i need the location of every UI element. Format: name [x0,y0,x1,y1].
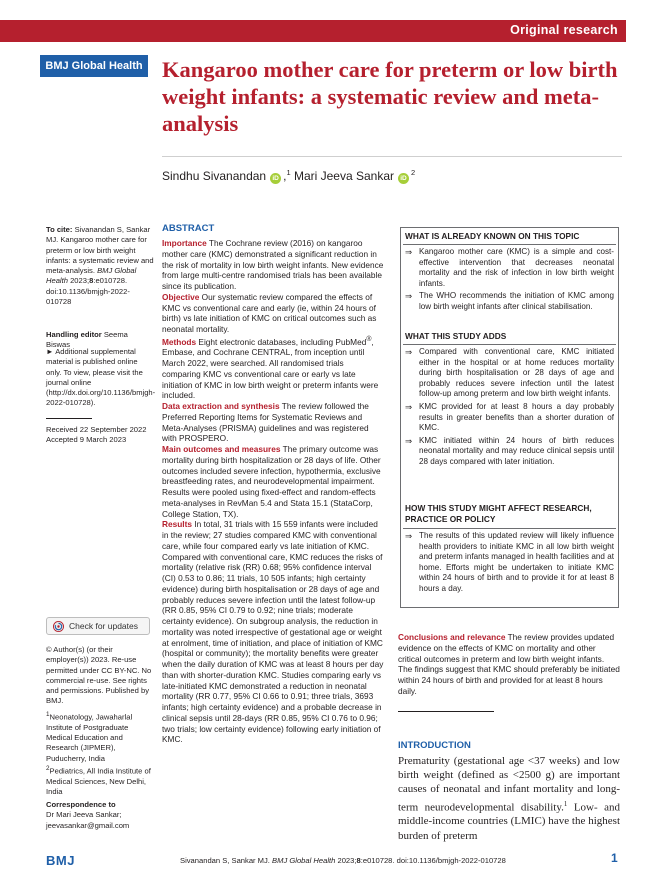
accepted-date: Accepted 9 March 2023 [46,435,127,445]
adds-list [405,347,614,470]
affiliations: $^1$Neonatology, Jawaharlal Institute of Postgraduate Medical Education and Research (JIPMER), Puducherry, India $^2$Pediatrics, All India Institute of Medical Sciences, New Delhi, India [46,711,151,797]
copyright: © Author(s) (or their employer(s)) 2023. Re-use permitted under CC BY-NC. No commercial re-use. See rights and permissions. Published by BMJ. [46,645,152,706]
author-name[interactable]: Mari Jeeva Sankar [293,169,394,183]
list-item: ⇒ The results of this updated review will likely influence health providers to initiate KMC in all low birth weight and preterm infants managed in health facilities and at home. Efforts might be undertaken to initiate KMC within 24 hours of birth and to provide it for at least 8 hours a day. [405,531,614,595]
conclusions-divider [398,711,494,712]
bmj-logo: BMJ [46,853,75,868]
affect-heading: HOW THIS STUDY MIGHT AFFECT RESEARCH, PRACTICE OR POLICY [405,503,592,524]
abstract-heading: ABSTRACT [162,223,215,234]
section-banner [0,20,626,42]
check-updates-label: Check for updates [69,621,138,631]
conclusions: Conclusions and relevance The review provides updated evidence on the effects of KMC on mortality and other critical outcomes in preterm and low birth weight infants. The findings suggest that KMC should preferably be initiated within 24 hours of birth and provided for at least 8 hours daily. [398,632,620,696]
title-divider [162,156,622,157]
list-item: ⇒ KMC initiated within 24 hours of birth reduces neonatal mortality and may reduce clinical sepsis until 28 days compared with later initiation. [405,436,614,468]
orcid-icon[interactable]: iD [270,173,281,184]
box-divider [403,344,616,345]
page-number: 1 [611,851,618,865]
handling-editor: Handling editor Seema Biswas [46,330,128,350]
adds-heading: WHAT THIS STUDY ADDS [405,331,507,341]
received-date: Received 22 September 2022 [46,425,147,434]
cite-block: To cite: Sivanandan S, Sankar MJ. Kangaroo mother care for preterm or low birth weight infants: a systematic review and meta-analysis. BMJ Global Health 2023;8:e010728. doi:10.1136/bmjgh-2022-010728 [46,225,154,307]
journal-badge: BMJ Global Health [40,55,148,77]
list-item: ⇒ Kangaroo mother care (KMC) is a simple and cost-effective intervention that decreases neonatal mortality and the risk of infection in low birth weight infants. [405,247,614,289]
box-divider [403,528,616,529]
list-item: ⇒ The WHO recommends the initiation of KMC among low birth weight infants after clinical stabilisation. [405,291,614,312]
introduction-body: Prematurity (gestational age <37 weeks) and low birth weight (defined as <2500 g) are important causes of neonatal and infant mortality and long-term neurodevelopmental disability.$^1$ Low- and middle-income countries (LMIC) have the highest burden of preterm [398,755,620,842]
reference-link[interactable]: 1 [563,799,568,808]
check-updates-icon [53,621,64,632]
orcid-icon[interactable]: iD [398,173,409,184]
dates [46,425,154,446]
affect-list [405,531,614,597]
correspondence-email[interactable]: jeevasankar@gmail.com [46,820,130,830]
introduction-heading: INTRODUCTION [398,740,471,751]
list-item: ⇒ KMC provided for at least 8 hours a day probably results in greater benefits than a shorter duration of KMC. [405,402,614,434]
abstract-body: Importance The Cochrane review (2016) on kangaroo mother care (KMC) demonstrated a significant reduction in the risk of mortality in low birth weight infants. New evidence from large multi-centre randomised trials has been available since its publication. Objective Our systematic review compared the effects of KMC vs conventional care and early (ie, within 24 hours of birth) vs late initiation of KMC on critical outcomes such as neonatal mortality. Methods Eight electronic databases, including PubMed®, Embase, and Cochrane CENTRAL, from inception until March 2022, were searched. All randomised trials comparing KMC vs conventional care or early vs late initiation of KMC in low birth weight or preterm infants were included. Data extraction and synthesis The review followed the Preferred Reporting Items for Systematic Reviews and Meta-Analyses (PRISMA) guidelines and was registered with PROSPERO. Main outcomes and measures The primary outcome was mortality during birth hospitalization or 28 days of life. Other outcomes included severe infection, hypothermia, exclusive breastfeeding rates, and neurodevelopmental impairment. Results were pooled using fixed-effect and random-effects meta-analyses in RevMan 5.4 and Stata 15.1 (StataCorp, College Station, TX). Results In total, 31 trials with 15 559 infants were included in the review; 27 studies compared KMC with conventional care, while four compared early vs late initiation of KMC. Compared with conventional care, KMC reduces the risks of mortality (relative risk (RR) 0.68; 95% confidence interval (CI) 0.53 to 0.86; 11 trials, 10 505 infants; high certainty evidence) during birth hospitalisation or 28 days of age and probably reduces severe infection until the latest follow-up (RR 0.85, 95% CI 0.79 to 0.92; nine trials; moderate certainty evidence). On subgroup analysis, the reduction in mortality was noted irrespective of gestational age or weight at enrolment, time of initiation, and place of initiation of KMC (hospital or community); the mortality benefits were greater when the daily duration of KMC was at least 8 hours per day than with shorter-duration KMC. Studies comparing early vs late-initiated KMC demonstrated a reduction in neonatal mortality (RR 0.77, 95% CI 0.66 to 0.91; three trials, 3693 infants; high certainty evidence) and a probable decrease in clinical sepsis until 28-days (RR 0.85, 95% CI 0.76 to 0.96; two trials; low certainty evidence) following early initiation of KMC. [162,238,384,745]
correspondence: Correspondence to Dr Mari Jeeva Sankar; jeevasankar@gmail.com [46,800,154,831]
author-name[interactable]: Sindhu Sivanandan [162,169,267,183]
check-updates-button[interactable] [46,617,150,635]
article-title: Kangaroo mother care for preterm or low birth weight infants: a systematic review and meta-analysis [162,57,618,136]
section-label: Original research [510,23,618,37]
author-line: Sindhu Sivanandan iD ,$^1$ Mari Jeeva Sankar $iD^2$ [162,168,416,183]
list-item: ⇒ Compared with conventional care, KMC initiated either in the hospital or at home reduces mortality during birth hospitalisation or 28 days of age and probably reduces severe infection until the latest follow-up among preterm and low birth weight infants. [405,347,614,400]
sidebar-divider [46,418,92,419]
footer-citation: Sivanandan S, Sankar MJ. BMJ Global Health 2023;8:e010728. doi:10.1136/bmjgh-2022-010728 [180,856,506,865]
box-divider [403,244,616,245]
known-list [405,247,614,315]
known-heading: WHAT IS ALREADY KNOWN ON THIS TOPIC [405,231,580,241]
supplemental-note[interactable]: ► Additional supplemental material is published online only. To view, please visit the journal online (http://dx.doi.org/10.1136/bmjgh-2022-010728). [46,347,156,408]
